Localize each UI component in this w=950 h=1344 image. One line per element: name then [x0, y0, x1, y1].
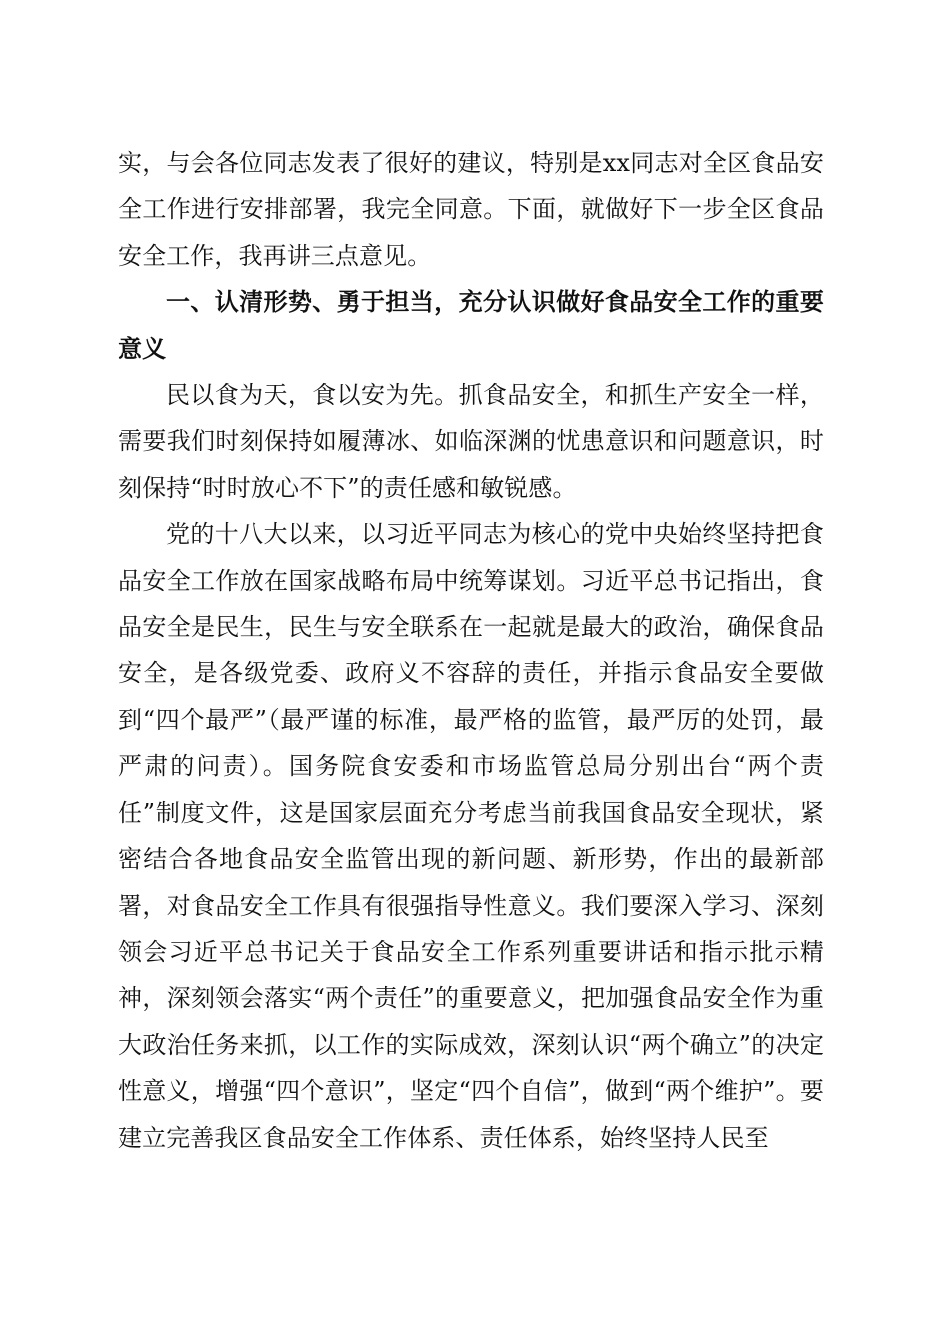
section-heading-1: 一、认清形势、勇于担当，充分认识做好食品安全工作的重要意义 [118, 288, 824, 363]
paragraph: 民以食为天，食以安为先。抓食品安全，和抓生产安全一样，需要我们时刻保持如履薄冰、如临深渊的忧患意识和问题意识，时刻保持“时时放心不下”的责任感和敏锐感。 [118, 381, 824, 502]
paragraph-continued: 实，与会各位同志发表了很好的建议，特别是xx同志对全区食品安全工作进行安排部署，我完全同意。下面，就做好下一步全区食品安全工作，我再讲三点意见。 [118, 149, 824, 270]
document-body [118, 140, 824, 1161]
paragraph: 党的十八大以来，以习近平同志为核心的党中央始终坚持把食品安全工作放在国家战略布局中统筹谋划。习近平总书记指出，食品安全是民生，民生与安全联系在一起就是最大的政治，确保食品安全，是各级党委、政府义不容辞的责任，并指示食品安全要做到“四个最严”（最严谨的标准，最严格的监管，最严厉的处罚，最严肃的问责）。国务院食安委和市场监管总局分别出台“两个责任”制度文件，这是国家层面充分考虑当前我国食品安全现状，紧密结合各地食品安全监管出现的新问题、新形势，作出的最新部署，对食品安全工作具有很强指导性意义。我们要深入学习、深刻领会习近平总书记关于食品安全工作系列重要讲话和指示批示精神，深刻领会落实“两个责任”的重要意义，把加强食品安全作为重大政治任务来抓，以工作的实际成效，深刻认识“两个确立”的决定性意义，增强“四个意识”，坚定“四个自信”，做到“两个维护”。要建立完善我区食品安全工作体系、责任体系，始终坚持人民至 [118, 520, 824, 1152]
